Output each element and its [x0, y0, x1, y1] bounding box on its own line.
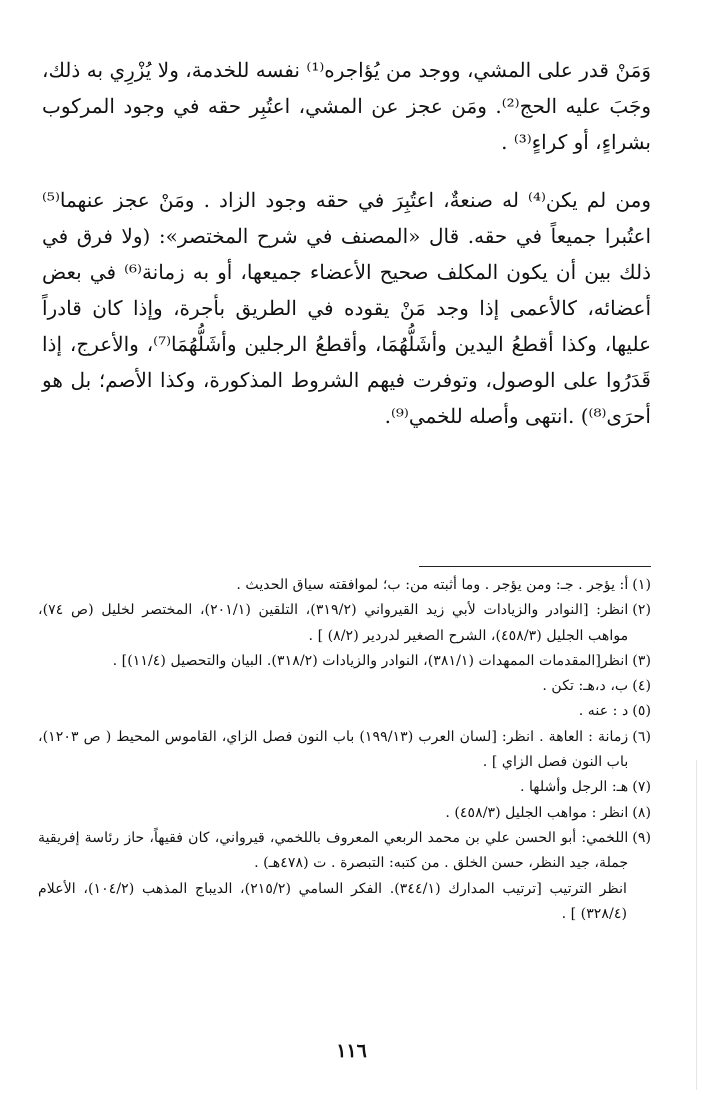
main-text	[42, 52, 651, 434]
footnote-text: ب، د،هـ: تكن .	[542, 678, 629, 695]
page-number: ١١٦	[336, 1040, 367, 1062]
footnote	[38, 775, 651, 800]
footnote-text: هـ: الرجل وأشلها .	[519, 779, 629, 796]
footnote-continuation: انظر الترتيب [ترتيب المدارك (٣٤٤/١). الفكر السامي (٢١٥/٢)، الديباج المذهب (١٠٤/٢)، الأعلام (٣٢٨/٤) ] .	[38, 880, 628, 922]
paragraph: ومن لم يكن⁽⁴⁾ له صنعةٌ، اعتُبِرَ في حقه وجود الزاد . ومَنْ عجز عنهما⁽⁵⁾ اعتُبرا جميعاً في حقه. قال «المصنف في شرح المختصر»: (ولا فرق في ذلك بين أن يكون المكلف صحيح الأعضاء جميعها، أو به زمانة⁽⁶⁾ في بعض أعضائه، كالأعمى إذا وجد مَنْ يقوده في الطريق بأجرة، وإذا كان قادراً عليها، وكذا أقطعُ اليدين وأشَلُّهُمَا، وأقطعُ الرجلين وأشَلُّهُمَا⁽⁷⁾، والأعرج، إذا قَدَرُوا على الوصول، وتوفرت فيهم الشروط المذكورة، وكذا الأصم؛ بل هو أحرَى⁽⁸⁾) .انتهى وأصله للخمي⁽⁹⁾.	[42, 188, 652, 428]
footnotes	[38, 573, 651, 927]
footnote	[38, 573, 651, 598]
footnote	[38, 598, 651, 649]
footnote	[38, 801, 651, 826]
footnote-text: انظر[المقدمات الممهدات (٣٨١/١)، النوادر والزيادات (٣١٨/٢). البيان والتحصيل (١١/٤)] .	[112, 652, 629, 669]
footnote-number: (٩)	[632, 829, 651, 846]
footnote-separator	[419, 566, 651, 567]
footnote-number: (٧)	[632, 779, 651, 796]
footnote	[38, 674, 651, 699]
footnote-text: انظر: [النوادر والزيادات لأبي زيد القيرواني (٣١٩/٢)، التلقين (٢٠١/١)، المختصر لخليل (ص ٧٤)، مواهب الجليل (٤٥٨/٣)، الشرح الصغير لدردير (٨/٢) ] .	[38, 602, 629, 644]
footnote	[38, 725, 651, 776]
footnote-number: (٢)	[632, 602, 651, 619]
footnote-text: اللخمي: أبو الحسن علي بن محمد الربعي المعروف باللخمي، قيرواني، كان فقيهاً، حاز رئاسة إفريقية جملة، جيد النظر، حسن الخلق . من كتبه: التبصرة . ت (٤٧٨هـ) .	[38, 829, 629, 872]
footnote	[38, 699, 651, 724]
footnote-number: (٣)	[632, 652, 651, 669]
footnote-text: انظر : مواهب الجليل (٤٥٨/٣) .	[445, 804, 629, 821]
footnote-text: د : عنه .	[578, 703, 629, 720]
footnote	[38, 826, 651, 927]
footnote	[38, 649, 651, 674]
footnote-number: (٦)	[632, 728, 651, 745]
scan-edge-line	[696, 760, 697, 1090]
footnote-text: أ: يؤجر . جـ: ومن يؤجر . وما أثبته من: ب؛ لموافقته سياق الحديث .	[236, 577, 629, 593]
footnote-number: (٨)	[632, 804, 651, 821]
footnote-number: (١)	[632, 577, 651, 593]
paragraph: وَمَنْ قدر على المشي، ووجد من يُؤاجره⁽¹⁾ نفسه للخدمة، ولا يُزْرِي به ذلك، وجَبَ عليه الحج⁽²⁾. ومَن عجز عن المشي، اعتُبِر حقه في وجود المركوب بشراءٍ، أو كراءٍ⁽³⁾ .	[42, 58, 651, 154]
footnote-number: (٤)	[632, 678, 651, 695]
footnote-text: زمانة : العاهة . انظر: [لسان العرب (١٩٩/١٣) باب النون فصل الزاي، القاموس المحيط ( ص ١٢٠٣)، باب النون فصل الزاي ] .	[38, 728, 629, 771]
footnote-number: (٥)	[632, 703, 651, 720]
